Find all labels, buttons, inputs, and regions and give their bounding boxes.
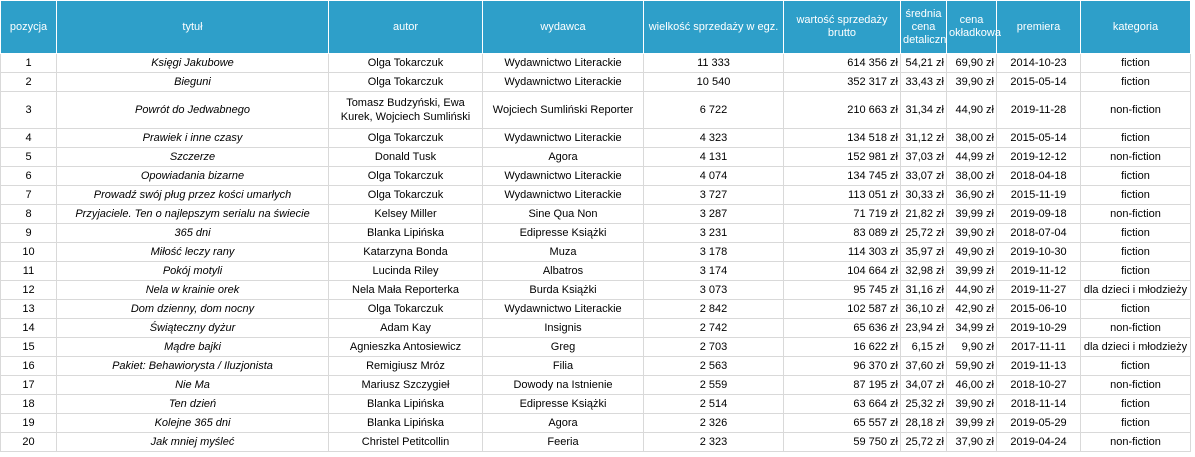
cell-wydawca[interactable]: Feeria <box>483 433 644 452</box>
cell-pozycja[interactable]: 14 <box>1 319 57 338</box>
table-row <box>1 224 1191 243</box>
cell-kategoria[interactable]: non-fiction <box>1081 433 1191 452</box>
cell-kategoria[interactable]: fiction <box>1081 357 1191 376</box>
cell-cena[interactable]: 69,90 zł <box>947 54 997 73</box>
cell-cena[interactable]: 44,90 zł <box>947 281 997 300</box>
cell-tytul[interactable]: Prawiek i inne czasy <box>57 129 329 148</box>
cell-wielkosc[interactable]: 10 540 <box>644 73 784 92</box>
cell-srednia[interactable]: 35,97 zł <box>901 243 947 262</box>
header-autor[interactable]: autor <box>329 1 483 54</box>
cell-autor[interactable]: Blanka Lipińska <box>329 395 483 414</box>
cell-premiera[interactable]: 2019-11-13 <box>997 357 1081 376</box>
cell-wartosc[interactable]: 87 195 zł <box>784 376 901 395</box>
cell-wartosc[interactable]: 63 664 zł <box>784 395 901 414</box>
cell-pozycja[interactable]: 13 <box>1 300 57 319</box>
cell-wartosc[interactable]: 65 557 zł <box>784 414 901 433</box>
header-row <box>1 1 1191 54</box>
cell-tytul[interactable]: Ten dzień <box>57 395 329 414</box>
cell-pozycja[interactable]: 4 <box>1 129 57 148</box>
cell-wydawca[interactable]: Sine Qua Non <box>483 205 644 224</box>
cell-premiera[interactable]: 2015-05-14 <box>997 73 1081 92</box>
cell-kategoria[interactable]: dla dzieci i młodzieży <box>1081 281 1191 300</box>
cell-tytul[interactable]: 365 dni <box>57 224 329 243</box>
cell-kategoria[interactable]: non-fiction <box>1081 148 1191 167</box>
cell-premiera[interactable]: 2019-04-24 <box>997 433 1081 452</box>
cell-wartosc[interactable]: 65 636 zł <box>784 319 901 338</box>
table-row <box>1 243 1191 262</box>
cell-wydawca[interactable]: Edipresse Książki <box>483 224 644 243</box>
cell-kategoria[interactable]: fiction <box>1081 300 1191 319</box>
cell-wielkosc[interactable]: 2 742 <box>644 319 784 338</box>
cell-wielkosc[interactable]: 11 333 <box>644 54 784 73</box>
table-row <box>1 148 1191 167</box>
cell-autor[interactable]: Christel Petitcollin <box>329 433 483 452</box>
cell-tytul[interactable]: Powrót do Jedwabnego <box>57 92 329 129</box>
cell-cena[interactable]: 39,90 zł <box>947 73 997 92</box>
table-row <box>1 338 1191 357</box>
cell-autor[interactable]: Adam Kay <box>329 319 483 338</box>
cell-srednia[interactable]: 37,03 zł <box>901 148 947 167</box>
cell-srednia[interactable]: 33,43 zł <box>901 73 947 92</box>
cell-premiera[interactable]: 2015-05-14 <box>997 129 1081 148</box>
cell-kategoria[interactable]: fiction <box>1081 54 1191 73</box>
cell-autor[interactable]: Katarzyna Bonda <box>329 243 483 262</box>
cell-kategoria[interactable]: non-fiction <box>1081 319 1191 338</box>
cell-tytul[interactable]: Prowadź swój pług przez kości umarłych <box>57 186 329 205</box>
cell-wartosc[interactable]: 83 089 zł <box>784 224 901 243</box>
header-pozycja[interactable]: pozycja <box>1 1 57 54</box>
cell-pozycja[interactable]: 3 <box>1 92 57 129</box>
cell-wydawca[interactable]: Wydawnictwo Literackie <box>483 54 644 73</box>
cell-srednia[interactable]: 36,10 zł <box>901 300 947 319</box>
cell-premiera[interactable]: 2014-10-23 <box>997 54 1081 73</box>
cell-wartosc[interactable]: 134 745 zł <box>784 167 901 186</box>
cell-srednia[interactable]: 6,15 zł <box>901 338 947 357</box>
cell-premiera[interactable]: 2015-06-10 <box>997 300 1081 319</box>
cell-autor[interactable]: Lucinda Riley <box>329 262 483 281</box>
cell-wielkosc[interactable]: 2 326 <box>644 414 784 433</box>
cell-srednia[interactable]: 37,60 zł <box>901 357 947 376</box>
table-row <box>1 281 1191 300</box>
cell-tytul[interactable]: Dom dzienny, dom nocny <box>57 300 329 319</box>
cell-pozycja[interactable]: 12 <box>1 281 57 300</box>
table-body <box>1 54 1191 452</box>
cell-autor[interactable]: Blanka Lipińska <box>329 414 483 433</box>
cell-autor[interactable]: Mariusz Szczygieł <box>329 376 483 395</box>
cell-premiera[interactable]: 2019-12-12 <box>997 148 1081 167</box>
cell-wielkosc[interactable]: 3 231 <box>644 224 784 243</box>
table-row <box>1 300 1191 319</box>
cell-autor[interactable]: Olga Tokarczuk <box>329 54 483 73</box>
cell-autor[interactable]: Blanka Lipińska <box>329 224 483 243</box>
cell-premiera[interactable]: 2019-11-28 <box>997 92 1081 129</box>
cell-wielkosc[interactable]: 2 563 <box>644 357 784 376</box>
cell-wielkosc[interactable]: 6 722 <box>644 92 784 129</box>
cell-pozycja[interactable]: 11 <box>1 262 57 281</box>
cell-tytul[interactable]: Pakiet: Behawiorysta / Iluzjonista <box>57 357 329 376</box>
cell-srednia[interactable]: 54,21 zł <box>901 54 947 73</box>
cell-tytul[interactable]: Nie Ma <box>57 376 329 395</box>
cell-cena[interactable]: 39,99 zł <box>947 414 997 433</box>
cell-wartosc[interactable]: 96 370 zł <box>784 357 901 376</box>
cell-pozycja[interactable]: 18 <box>1 395 57 414</box>
cell-cena[interactable]: 38,00 zł <box>947 129 997 148</box>
cell-kategoria[interactable]: fiction <box>1081 262 1191 281</box>
cell-wielkosc[interactable]: 3 287 <box>644 205 784 224</box>
cell-kategoria[interactable]: non-fiction <box>1081 376 1191 395</box>
cell-pozycja[interactable]: 15 <box>1 338 57 357</box>
cell-wydawca[interactable]: Filia <box>483 357 644 376</box>
cell-wartosc[interactable]: 102 587 zł <box>784 300 901 319</box>
cell-pozycja[interactable]: 1 <box>1 54 57 73</box>
cell-srednia[interactable]: 33,07 zł <box>901 167 947 186</box>
header-tytul[interactable]: tytuł <box>57 1 329 54</box>
table-row <box>1 376 1191 395</box>
cell-premiera[interactable]: 2018-04-18 <box>997 167 1081 186</box>
cell-tytul[interactable]: Nela w krainie orek <box>57 281 329 300</box>
table-row <box>1 395 1191 414</box>
cell-srednia[interactable]: 31,34 zł <box>901 92 947 129</box>
cell-wartosc[interactable]: 113 051 zł <box>784 186 901 205</box>
cell-tytul[interactable]: Pokój motyli <box>57 262 329 281</box>
table-row <box>1 129 1191 148</box>
cell-tytul[interactable]: Jak mniej myśleć <box>57 433 329 452</box>
cell-pozycja[interactable]: 8 <box>1 205 57 224</box>
table-row <box>1 357 1191 376</box>
cell-wielkosc[interactable]: 2 559 <box>644 376 784 395</box>
cell-premiera[interactable]: 2019-11-12 <box>997 262 1081 281</box>
cell-wartosc[interactable]: 152 981 zł <box>784 148 901 167</box>
cell-cena[interactable]: 39,99 zł <box>947 262 997 281</box>
cell-cena[interactable]: 38,00 zł <box>947 167 997 186</box>
cell-premiera[interactable]: 2018-11-14 <box>997 395 1081 414</box>
cell-wydawca[interactable]: Insignis <box>483 319 644 338</box>
cell-srednia[interactable]: 21,82 zł <box>901 205 947 224</box>
table-row <box>1 205 1191 224</box>
cell-srednia[interactable]: 34,07 zł <box>901 376 947 395</box>
header-srednia[interactable]: średnia cena detaliczn <box>901 1 947 54</box>
cell-cena[interactable]: 44,99 zł <box>947 148 997 167</box>
table-row <box>1 319 1191 338</box>
cell-pozycja[interactable]: 20 <box>1 433 57 452</box>
cell-cena[interactable]: 39,90 zł <box>947 224 997 243</box>
cell-premiera[interactable]: 2018-10-27 <box>997 376 1081 395</box>
cell-srednia[interactable]: 25,72 zł <box>901 224 947 243</box>
cell-tytul[interactable]: Świąteczny dyżur <box>57 319 329 338</box>
cell-wartosc[interactable]: 134 518 zł <box>784 129 901 148</box>
cell-wartosc[interactable]: 95 745 zł <box>784 281 901 300</box>
cell-autor[interactable]: Kelsey Miller <box>329 205 483 224</box>
cell-cena[interactable]: 59,90 zł <box>947 357 997 376</box>
cell-tytul[interactable]: Szczerze <box>57 148 329 167</box>
cell-wielkosc[interactable]: 3 174 <box>644 262 784 281</box>
cell-pozycja[interactable]: 2 <box>1 73 57 92</box>
cell-wartosc[interactable]: 71 719 zł <box>784 205 901 224</box>
cell-wydawca[interactable]: Wydawnictwo Literackie <box>483 186 644 205</box>
cell-wielkosc[interactable]: 2 323 <box>644 433 784 452</box>
cell-pozycja[interactable]: 9 <box>1 224 57 243</box>
header-wartosc[interactable]: wartość sprzedaży brutto <box>784 1 901 54</box>
cell-wielkosc[interactable]: 3 073 <box>644 281 784 300</box>
cell-wydawca[interactable]: Wydawnictwo Literackie <box>483 129 644 148</box>
cell-tytul[interactable]: Kolejne 365 dni <box>57 414 329 433</box>
cell-wydawca[interactable]: Albatros <box>483 262 644 281</box>
cell-srednia[interactable]: 25,32 zł <box>901 395 947 414</box>
cell-cena[interactable]: 37,90 zł <box>947 433 997 452</box>
cell-pozycja[interactable]: 5 <box>1 148 57 167</box>
cell-wielkosc[interactable]: 2 514 <box>644 395 784 414</box>
cell-kategoria[interactable]: dla dzieci i młodzieży <box>1081 338 1191 357</box>
cell-autor[interactable]: Olga Tokarczuk <box>329 167 483 186</box>
cell-pozycja[interactable]: 17 <box>1 376 57 395</box>
cell-pozycja[interactable]: 10 <box>1 243 57 262</box>
cell-autor[interactable]: Nela Mała Reporterka <box>329 281 483 300</box>
cell-pozycja[interactable]: 19 <box>1 414 57 433</box>
header-premiera[interactable]: premiera <box>997 1 1081 54</box>
cell-autor[interactable]: Agnieszka Antosiewicz <box>329 338 483 357</box>
cell-wielkosc[interactable]: 4 323 <box>644 129 784 148</box>
cell-kategoria[interactable]: fiction <box>1081 167 1191 186</box>
cell-autor[interactable]: Donald Tusk <box>329 148 483 167</box>
cell-wydawca[interactable]: Edipresse Książki <box>483 395 644 414</box>
cell-pozycja[interactable]: 6 <box>1 167 57 186</box>
cell-wydawca[interactable]: Agora <box>483 414 644 433</box>
table-row <box>1 262 1191 281</box>
cell-srednia[interactable]: 32,98 zł <box>901 262 947 281</box>
table-row <box>1 414 1191 433</box>
cell-wydawca[interactable]: Dowody na Istnienie <box>483 376 644 395</box>
cell-wydawca[interactable]: Wojciech Sumliński Reporter <box>483 92 644 129</box>
cell-wydawca[interactable]: Wydawnictwo Literackie <box>483 167 644 186</box>
cell-cena[interactable]: 42,90 zł <box>947 300 997 319</box>
cell-autor[interactable]: Tomasz Budzyński, Ewa Kurek, Wojciech Sumliński <box>329 92 483 129</box>
cell-kategoria[interactable]: fiction <box>1081 414 1191 433</box>
cell-wartosc[interactable]: 614 356 zł <box>784 54 901 73</box>
cell-premiera[interactable]: 2019-09-18 <box>997 205 1081 224</box>
cell-kategoria[interactable]: fiction <box>1081 395 1191 414</box>
cell-kategoria[interactable]: non-fiction <box>1081 92 1191 129</box>
cell-wydawca[interactable]: Burda Książki <box>483 281 644 300</box>
cell-srednia[interactable]: 31,12 zł <box>901 129 947 148</box>
cell-srednia[interactable]: 23,94 zł <box>901 319 947 338</box>
header-cena[interactable]: cena okładkowa <box>947 1 997 54</box>
cell-autor[interactable]: Olga Tokarczuk <box>329 129 483 148</box>
cell-cena[interactable]: 49,90 zł <box>947 243 997 262</box>
cell-autor[interactable]: Olga Tokarczuk <box>329 300 483 319</box>
cell-kategoria[interactable]: non-fiction <box>1081 205 1191 224</box>
cell-wartosc[interactable]: 114 303 zł <box>784 243 901 262</box>
cell-wielkosc[interactable]: 2 703 <box>644 338 784 357</box>
cell-wydawca[interactable]: Greg <box>483 338 644 357</box>
cell-cena[interactable]: 46,00 zł <box>947 376 997 395</box>
cell-cena[interactable]: 44,90 zł <box>947 92 997 129</box>
cell-cena[interactable]: 34,99 zł <box>947 319 997 338</box>
cell-tytul[interactable]: Opowiadania bizarne <box>57 167 329 186</box>
cell-wartosc[interactable]: 210 663 zł <box>784 92 901 129</box>
cell-wydawca[interactable]: Wydawnictwo Literackie <box>483 300 644 319</box>
table-row <box>1 433 1191 452</box>
header-wielkosc[interactable]: wielkość sprzedaży w egz. <box>644 1 784 54</box>
table-row <box>1 92 1191 129</box>
cell-cena[interactable]: 9,90 zł <box>947 338 997 357</box>
cell-kategoria[interactable]: fiction <box>1081 243 1191 262</box>
table-row <box>1 73 1191 92</box>
cell-kategoria[interactable]: fiction <box>1081 186 1191 205</box>
cell-pozycja[interactable]: 16 <box>1 357 57 376</box>
cell-srednia[interactable]: 28,18 zł <box>901 414 947 433</box>
cell-wielkosc[interactable]: 4 074 <box>644 167 784 186</box>
cell-kategoria[interactable]: fiction <box>1081 224 1191 243</box>
cell-wartosc[interactable]: 104 664 zł <box>784 262 901 281</box>
cell-wartosc[interactable]: 16 622 zł <box>784 338 901 357</box>
cell-autor[interactable]: Remigiusz Mróz <box>329 357 483 376</box>
cell-premiera[interactable]: 2019-11-27 <box>997 281 1081 300</box>
cell-tytul[interactable]: Miłość leczy rany <box>57 243 329 262</box>
cell-wielkosc[interactable]: 4 131 <box>644 148 784 167</box>
table-row <box>1 167 1191 186</box>
cell-cena[interactable]: 39,90 zł <box>947 395 997 414</box>
cell-wielkosc[interactable]: 2 842 <box>644 300 784 319</box>
cell-wartosc[interactable]: 352 317 zł <box>784 73 901 92</box>
cell-tytul[interactable]: Bieguni <box>57 73 329 92</box>
table-row <box>1 54 1191 73</box>
cell-wielkosc[interactable]: 3 727 <box>644 186 784 205</box>
cell-wydawca[interactable]: Wydawnictwo Literackie <box>483 73 644 92</box>
cell-wydawca[interactable]: Muza <box>483 243 644 262</box>
cell-wartosc[interactable]: 59 750 zł <box>784 433 901 452</box>
cell-tytul[interactable]: Mądre bajki <box>57 338 329 357</box>
cell-wielkosc[interactable]: 3 178 <box>644 243 784 262</box>
header-kategoria[interactable]: kategoria <box>1081 1 1191 54</box>
cell-premiera[interactable]: 2018-07-04 <box>997 224 1081 243</box>
cell-cena[interactable]: 36,90 zł <box>947 186 997 205</box>
cell-autor[interactable]: Olga Tokarczuk <box>329 73 483 92</box>
header-wydawca[interactable]: wydawca <box>483 1 644 54</box>
cell-srednia[interactable]: 25,72 zł <box>901 433 947 452</box>
cell-wydawca[interactable]: Agora <box>483 148 644 167</box>
cell-premiera[interactable]: 2017-11-11 <box>997 338 1081 357</box>
cell-autor[interactable]: Olga Tokarczuk <box>329 186 483 205</box>
cell-cena[interactable]: 39,99 zł <box>947 205 997 224</box>
cell-premiera[interactable]: 2019-05-29 <box>997 414 1081 433</box>
cell-premiera[interactable]: 2019-10-29 <box>997 319 1081 338</box>
cell-pozycja[interactable]: 7 <box>1 186 57 205</box>
cell-premiera[interactable]: 2019-10-30 <box>997 243 1081 262</box>
cell-srednia[interactable]: 31,16 zł <box>901 281 947 300</box>
cell-premiera[interactable]: 2015-11-19 <box>997 186 1081 205</box>
cell-tytul[interactable]: Przyjaciele. Ten o najlepszym serialu na świecie <box>57 205 329 224</box>
cell-srednia[interactable]: 30,33 zł <box>901 186 947 205</box>
cell-kategoria[interactable]: fiction <box>1081 129 1191 148</box>
table-row <box>1 186 1191 205</box>
cell-tytul[interactable]: Księgi Jakubowe <box>57 54 329 73</box>
cell-kategoria[interactable]: fiction <box>1081 73 1191 92</box>
